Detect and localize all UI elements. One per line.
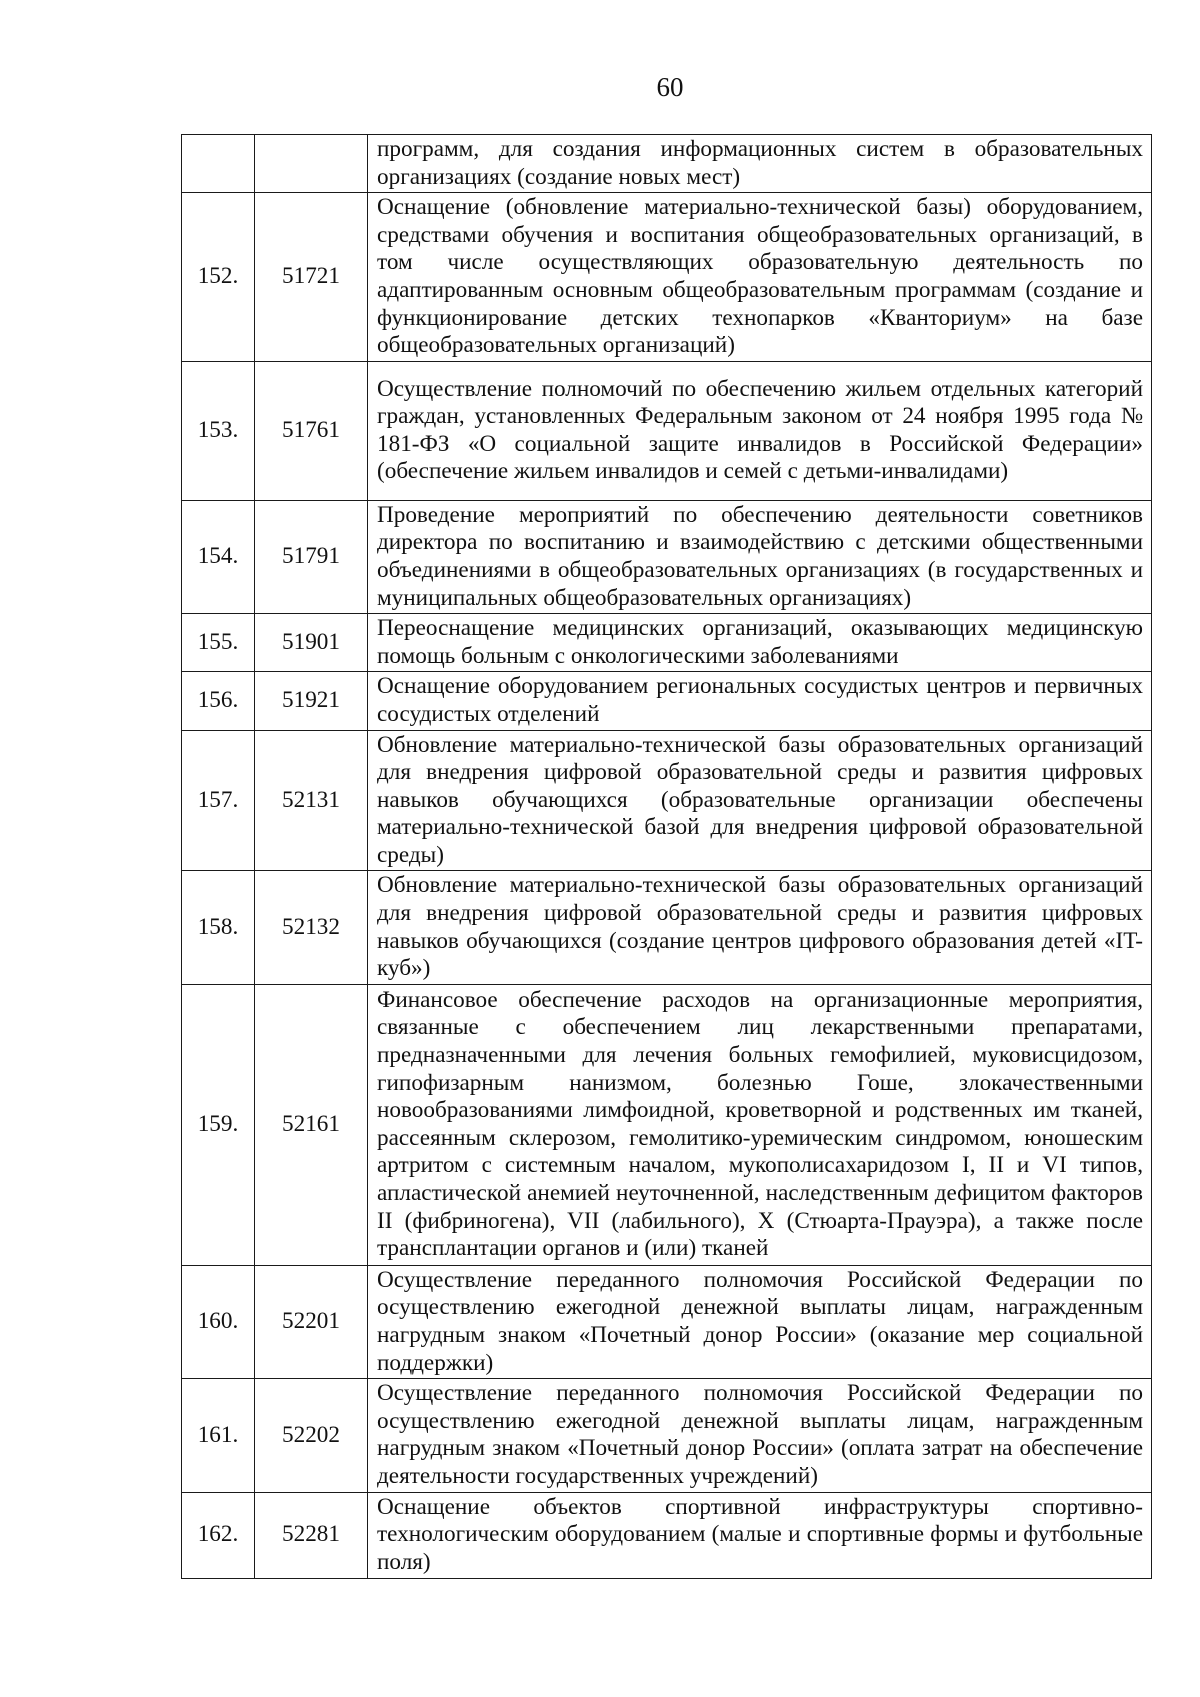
code-cell: 52131 xyxy=(255,730,368,871)
code-cell: 51761 xyxy=(255,361,368,500)
table-row xyxy=(182,193,1152,362)
row-number-cell: 159. xyxy=(182,984,255,1265)
description-cell: Финансовое обеспечение расходов на организационные мероприятия, связанные с обеспечением лиц лекарственными препаратами, предназначенными для лечения больных гемофилией, муковисцидозом, гипофизарным нанизмом, болезнью Гоше, злокачественными новообразованиями лимфоидной, кроветворной и родственных им тканей, рассеянным склерозом, гемолитико-уремическим синдромом, юношеским артритом с системным началом, мукополисахаридозом I, II и VI типов, апластической анемией неуточненной, наследственным дефицитом факторов II (фибриногена), VII (лабильного), X (Стюарта-Прауэра), а также после трансплантации органов и (или) тканей xyxy=(368,984,1152,1265)
table-row xyxy=(182,500,1152,613)
code-cell: 51921 xyxy=(255,672,368,730)
row-number-cell: 153. xyxy=(182,361,255,500)
code-cell: 51901 xyxy=(255,614,368,672)
table-row xyxy=(182,361,1152,500)
description-cell: Оснащение объектов спортивной инфраструктуры спортивно-технологическим оборудованием (малые и спортивные формы и футбольные поля) xyxy=(368,1492,1152,1578)
code-cell: 52202 xyxy=(255,1379,368,1492)
row-number-cell: 154. xyxy=(182,500,255,613)
code-cell: 52201 xyxy=(255,1265,368,1378)
row-number-cell: 160. xyxy=(182,1265,255,1378)
description-cell: Осуществление переданного полномочия Российской Федерации по осуществлению ежегодной денежной выплаты лицам, награжденным нагрудным знаком «Почетный донор России» (оказание мер социальной поддержки) xyxy=(368,1265,1152,1378)
table-row xyxy=(182,1379,1152,1492)
description-cell: Проведение мероприятий по обеспечению деятельности советников директора по воспитанию и взаимодействию с детскими общественными объединениями в общеобразовательных организациях (в государственных и муниципальных общеобразовательных организациях) xyxy=(368,500,1152,613)
table-row xyxy=(182,135,1152,193)
row-number-cell: 162. xyxy=(182,1492,255,1578)
budget-codes-table xyxy=(181,134,1152,1579)
row-number-cell xyxy=(182,135,255,193)
table-row xyxy=(182,730,1152,871)
code-cell xyxy=(255,135,368,193)
table-row xyxy=(182,871,1152,984)
description-cell: Обновление материально-технической базы образовательных организаций для внедрения цифровой образовательной среды и развития цифровых навыков обучающихся (создание центров цифрового образования детей «IT-куб») xyxy=(368,871,1152,984)
code-cell: 52281 xyxy=(255,1492,368,1578)
code-cell: 52132 xyxy=(255,871,368,984)
description-cell: Осуществление переданного полномочия Российской Федерации по осуществлению ежегодной денежной выплаты лицам, награжденным нагрудным знаком «Почетный донор России» (оплата затрат на обеспечение деятельности государственных учреждений) xyxy=(368,1379,1152,1492)
row-number-cell: 158. xyxy=(182,871,255,984)
description-cell: программ, для создания информационных систем в образовательных организациях (создание новых мест) xyxy=(368,135,1152,193)
row-number-cell: 156. xyxy=(182,672,255,730)
row-number-cell: 157. xyxy=(182,730,255,871)
table-row xyxy=(182,1492,1152,1578)
row-number-cell: 161. xyxy=(182,1379,255,1492)
table-row xyxy=(182,1265,1152,1378)
description-cell: Осуществление полномочий по обеспечению жильем отдельных категорий граждан, установленных Федеральным законом от 24 ноября 1995 года № 181-ФЗ «О социальной защите инвалидов в Российской Федерации» (обеспечение жильем инвалидов и семей с детьми-инвалидами) xyxy=(368,361,1152,500)
table-row xyxy=(182,984,1152,1265)
table-row xyxy=(182,672,1152,730)
description-cell: Обновление материально-технической базы образовательных организаций для внедрения цифровой образовательной среды и развития цифровых навыков обучающихся (образовательные организации обеспечены материально-технической базой для внедрения цифровой образовательной среды) xyxy=(368,730,1152,871)
code-cell: 51791 xyxy=(255,500,368,613)
row-number-cell: 155. xyxy=(182,614,255,672)
page-number: 60 xyxy=(656,72,684,102)
description-cell: Оснащение оборудованием региональных сосудистых центров и первичных сосудистых отделений xyxy=(368,672,1152,730)
description-cell: Переоснащение медицинских организаций, оказывающих медицинскую помощь больным с онкологическими заболеваниями xyxy=(368,614,1152,672)
code-cell: 52161 xyxy=(255,984,368,1265)
table-row xyxy=(182,614,1152,672)
description-cell: Оснащение (обновление материально-технической базы) оборудованием, средствами обучения и воспитания общеобразовательных организаций, в том числе осуществляющих образовательную деятельность по адаптированным основным общеобразовательным программам (создание и функционирование детских технопарков «Кванториум» на базе общеобразовательных организаций) xyxy=(368,193,1152,362)
row-number-cell: 152. xyxy=(182,193,255,362)
code-cell: 51721 xyxy=(255,193,368,362)
